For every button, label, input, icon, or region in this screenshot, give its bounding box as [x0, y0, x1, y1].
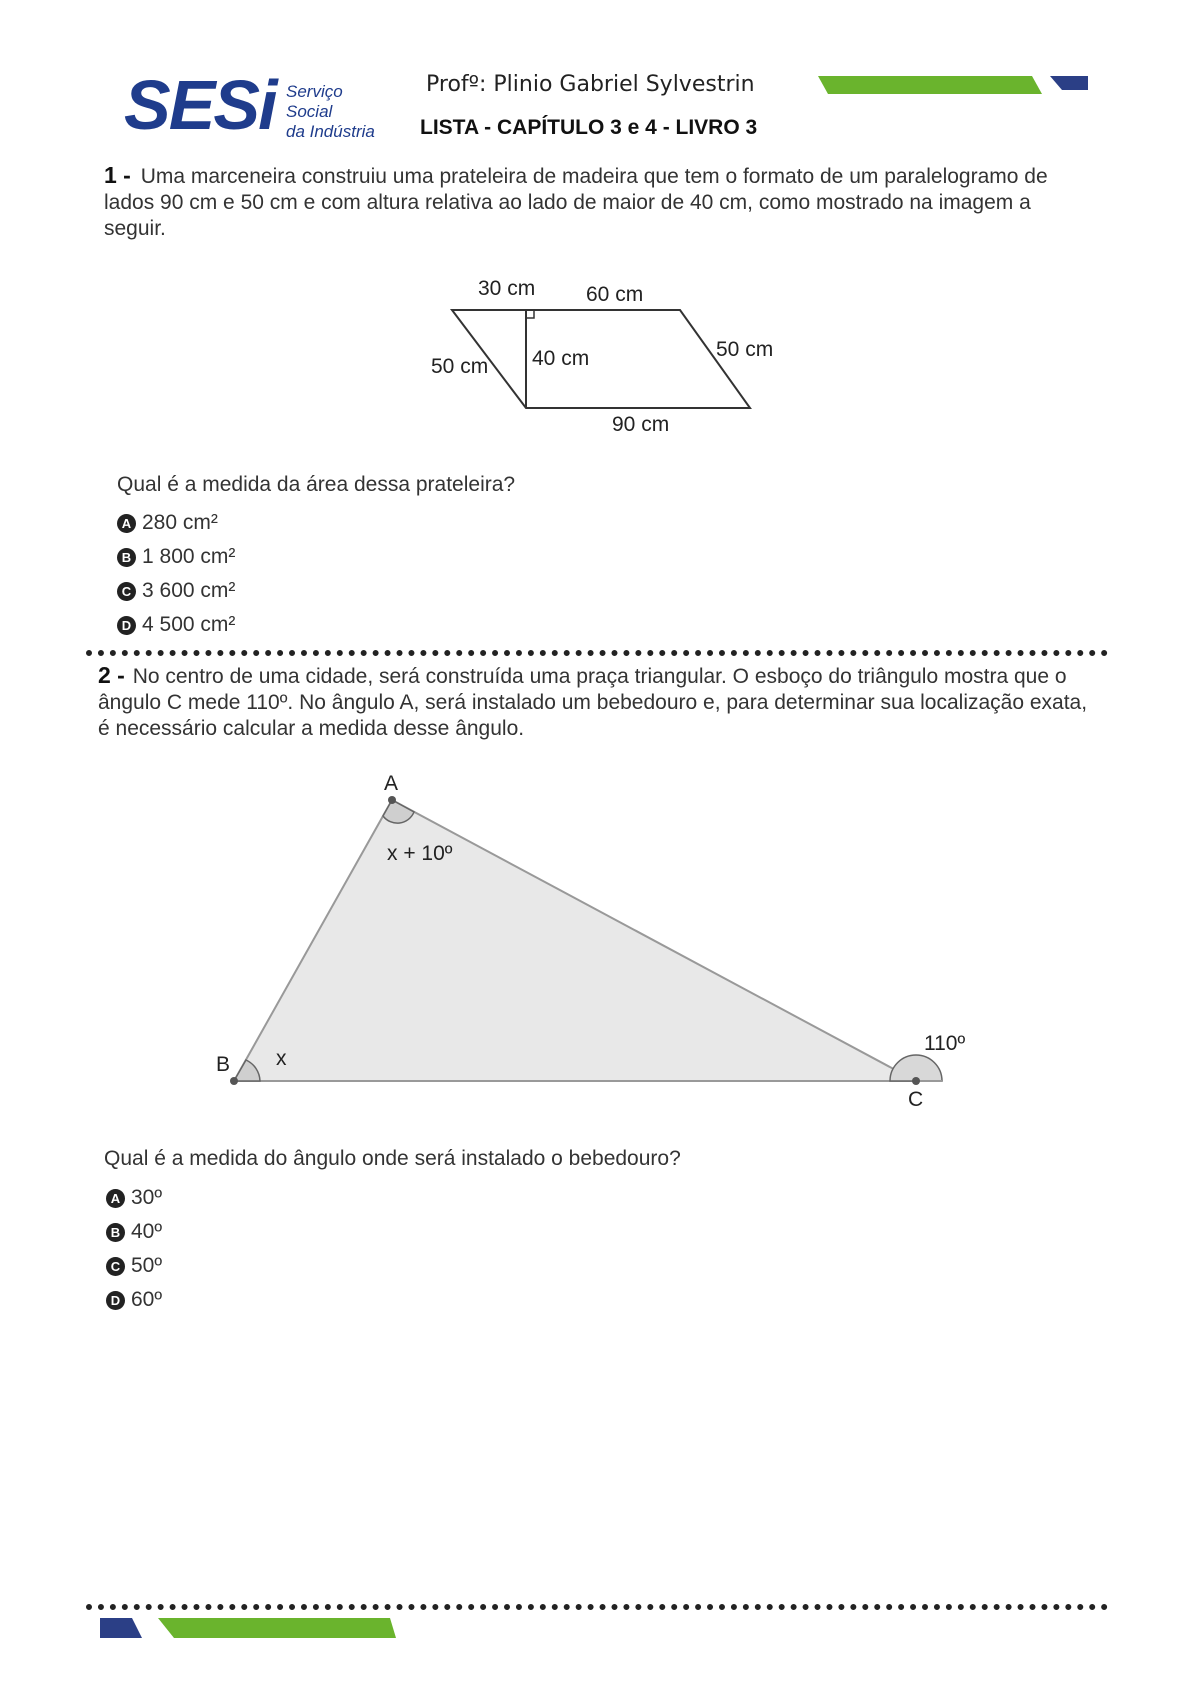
triangle-shape	[234, 800, 916, 1081]
logo-sub-line-3: da Indústria	[286, 122, 375, 141]
footer-divider	[86, 1604, 1108, 1610]
footer-green-bar	[158, 1618, 396, 1638]
parallelogram-figure	[420, 268, 800, 448]
sesi-logo: SESi	[124, 66, 276, 144]
label-bottom: 90 cm	[612, 413, 670, 436]
option-text: 50º	[131, 1254, 163, 1277]
header-blue-bar	[1050, 76, 1088, 90]
logo-sub-line-2: Social	[286, 102, 333, 121]
q2-options	[106, 1183, 162, 1315]
option-badge: C	[117, 582, 136, 601]
option-text: 1 800 cm²	[142, 545, 236, 568]
q2-text: No centro de uma cidade, será construída uma praça triangular. O esboço do triângulo mostra que o ângulo C mede 110º. No ângulo A, será instalado um bebedouro e, para determinar sua localização exata, é necessário calcular a medida desse ângulo.	[98, 665, 1088, 740]
vertex-dot-b	[230, 1077, 238, 1085]
q1-option-b[interactable]	[117, 542, 235, 572]
header-green-bar	[818, 76, 1042, 94]
option-badge: B	[106, 1223, 125, 1242]
option-badge: B	[117, 548, 136, 567]
q1-text: Uma marceneira construiu uma prateleira de madeira que tem o formato de um paralelogramo de lados 90 cm e 50 cm e com altura relativa ao lado de maior de 40 cm, como mostrado na imagem a seguir.	[104, 165, 1048, 240]
option-text: 280 cm²	[142, 511, 218, 534]
q2-number: 2 -	[98, 662, 125, 688]
angle-label-c: 110º	[924, 1032, 966, 1055]
q1-number: 1 -	[104, 162, 131, 188]
option-badge: D	[106, 1291, 125, 1310]
q1-option-c[interactable]	[117, 576, 235, 606]
option-badge: D	[117, 616, 136, 635]
right-angle-mark	[526, 310, 534, 318]
option-text: 40º	[131, 1220, 163, 1243]
vertex-label-b: B	[216, 1053, 231, 1076]
q1-block	[104, 162, 1094, 242]
vertex-dot-a	[388, 796, 396, 804]
vertex-dot-c	[912, 1077, 920, 1085]
angle-label-a: x + 10º	[387, 842, 453, 865]
triangle-figure	[200, 770, 980, 1120]
label-height: 40 cm	[532, 347, 590, 370]
option-text: 3 600 cm²	[142, 579, 236, 602]
header-decor-bars	[818, 76, 1088, 96]
vertex-label-a: A	[384, 772, 399, 795]
section-divider	[86, 650, 1108, 656]
q1-question: Qual é a medida da área dessa prateleira?	[117, 473, 516, 496]
q2-option-c[interactable]	[106, 1251, 162, 1281]
label-top-right: 60 cm	[586, 283, 644, 306]
footer-blue-bar	[100, 1618, 142, 1638]
q1-options	[117, 508, 235, 640]
label-right-side: 50 cm	[716, 338, 774, 361]
vertex-label-c: C	[908, 1088, 924, 1111]
q2-option-d[interactable]	[106, 1285, 162, 1315]
teacher-name: Profº: Plinio Gabriel Sylvestrin	[426, 72, 755, 97]
angle-arc-a	[383, 800, 414, 823]
parallelogram-shape	[452, 310, 750, 408]
list-title: LISTA - CAPÍTULO 3 e 4 - LIVRO 3	[420, 116, 758, 139]
option-text: 4 500 cm²	[142, 613, 236, 636]
option-badge: A	[117, 514, 136, 533]
q2-question: Qual é a medida do ângulo onde será instalado o bebedouro?	[104, 1147, 681, 1170]
q2-option-b[interactable]	[106, 1217, 162, 1247]
option-text: 30º	[131, 1186, 163, 1209]
label-left-side: 50 cm	[431, 355, 489, 378]
option-badge: A	[106, 1189, 125, 1208]
q2-block	[98, 662, 1088, 742]
q2-option-a[interactable]	[106, 1183, 162, 1213]
q1-option-a[interactable]	[117, 508, 235, 538]
q1-option-d[interactable]	[117, 610, 235, 640]
angle-label-b: x	[276, 1047, 287, 1070]
sesi-logo-subtitle	[286, 82, 375, 142]
logo-sub-line-1: Serviço	[286, 82, 343, 101]
option-badge: C	[106, 1257, 125, 1276]
footer-decor-bars	[100, 1618, 400, 1640]
option-text: 60º	[131, 1288, 163, 1311]
label-top-left: 30 cm	[478, 277, 536, 300]
